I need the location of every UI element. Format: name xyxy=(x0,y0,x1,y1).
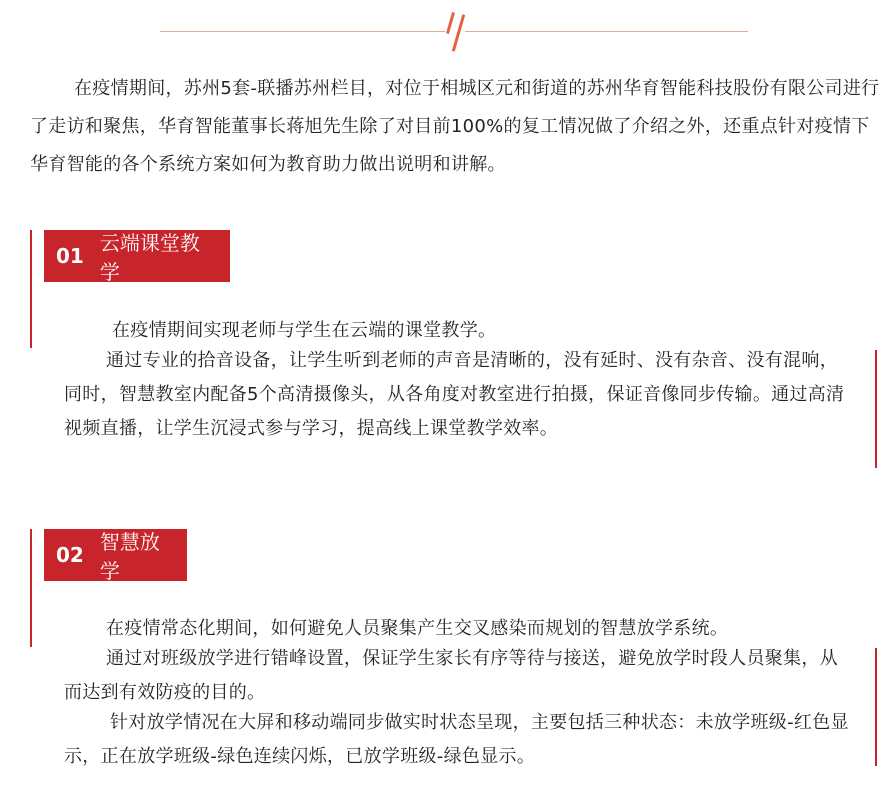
section-2-paragraph-1: 在疫情常态化期间，如何避免人员聚集产生交叉感染而规划的智慧放学系统。 xyxy=(106,618,729,639)
section-1-paragraph-1: 在疫情期间实现老师与学生在云端的课堂教学。 xyxy=(112,320,497,341)
divider-line-right xyxy=(465,31,748,32)
section-1-title: 云端课堂教学 xyxy=(99,231,200,284)
section-2-title: 智慧放学 xyxy=(99,530,160,583)
section-2-number: 02 xyxy=(56,543,84,567)
divider-slash-short xyxy=(446,12,455,34)
section-2-header xyxy=(44,529,187,581)
section-2-paragraph-3: 针对放学情况在大屏和移动端同步做实时状态呈现，主要包括三种状态：未放学班级-红色显示，正在放学班级-绿色连续闪烁，已放学班级-绿色显示。 xyxy=(64,712,849,767)
divider-line-left xyxy=(160,31,445,32)
divider-slash-long xyxy=(452,14,465,51)
intro-paragraph: 在疫情期间，苏州5套-联播苏州栏目，对位于相城区元和街道的苏州华育智能科技股份有限公司进行了走访和聚焦，华育智能董事长蒋旭先生除了对目前100%的复工情况做了介绍之外，还重点针对疫情下华育智能的各个系统方案如何为教育助力做出说明和讲解。 xyxy=(30,78,880,175)
section-1-number: 01 xyxy=(56,244,84,268)
section-2-right-accent-bar xyxy=(875,648,877,766)
section-2-left-accent-bar xyxy=(30,529,32,647)
section-1-left-accent-bar xyxy=(30,230,32,348)
section-2-paragraph-2: 通过对班级放学进行错峰设置，保证学生家长有序等待与接送，避免放学时段人员聚集，从而达到有效防疫的目的。 xyxy=(64,648,838,703)
section-1-paragraph-2: 通过专业的拾音设备，让学生听到老师的声音是清晰的，没有延时、没有杂音、没有混响，同时，智慧教室内配备5个高清摄像头，从各角度对教室进行拍摄，保证音像同步传输。通过高清视频直播，让学生沉浸式参与学习，提高线上课堂教学效率。 xyxy=(64,350,845,439)
section-1-right-accent-bar xyxy=(875,350,877,468)
section-1-header xyxy=(44,230,230,282)
